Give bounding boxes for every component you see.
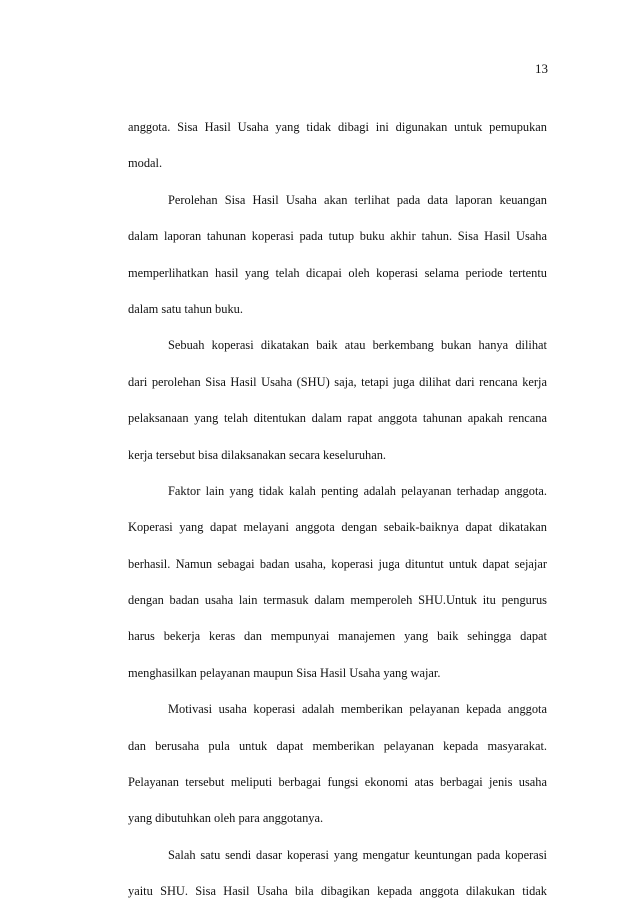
- text-line: berhasil. Namun sebagai badan usaha, koperasi juga dituntut untuk dapat sejajar: [128, 556, 547, 571]
- text-line: pelaksanaan yang telah ditentukan dalam rapat anggota tahunan apakah rencana: [128, 411, 547, 426]
- text-line: Faktor lain yang tidak kalah penting adalah pelayanan terhadap anggota.: [168, 483, 547, 498]
- text-line: memperlihatkan hasil yang telah dicapai oleh koperasi selama periode tertentu: [128, 265, 547, 280]
- text-line: dari perolehan Sisa Hasil Usaha (SHU) saja, tetapi juga dilihat dari rencana kerja: [128, 374, 547, 389]
- text-line: Pelayanan tersebut meliputi berbagai fungsi ekonomi atas berbagai jenis usaha: [128, 775, 547, 790]
- text-line: Koperasi yang dapat melayani anggota dengan sebaik-baiknya dapat dikatakan: [128, 520, 547, 535]
- text-line: dan berusaha pula untuk dapat memberikan pelayanan kepada masyarakat.: [128, 738, 547, 753]
- text-line: dengan badan usaha lain termasuk dalam memperoleh SHU.Untuk itu pengurus: [128, 593, 547, 608]
- text-line: Sebuah koperasi dikatakan baik atau berkembang bukan hanya dilihat: [168, 338, 547, 353]
- body-text: [128, 117, 547, 918]
- text-line: Motivasi usaha koperasi adalah memberikan pelayanan kepada anggota: [168, 702, 547, 717]
- page-number: 13: [535, 61, 548, 76]
- text-line: Salah satu sendi dasar koperasi yang mengatur keuntungan pada koperasi: [168, 847, 547, 862]
- text-line: kerja tersebut bisa dilaksanakan secara keseluruhan.: [128, 447, 387, 462]
- text-line: anggota. Sisa Hasil Usaha yang tidak dibagi ini digunakan untuk pemupukan: [128, 120, 547, 134]
- text-line: dalam laporan tahunan koperasi pada tutup buku akhir tahun. Sisa Hasil Usaha: [128, 229, 547, 244]
- text-line: harus bekerja keras dan mempunyai manajemen yang baik sehingga dapat: [128, 629, 547, 644]
- text-line: dalam satu tahun buku.: [128, 301, 243, 316]
- text-line: yang dibutuhkan oleh para anggotanya.: [128, 811, 324, 826]
- text-line: modal.: [128, 156, 163, 171]
- text-line: Perolehan Sisa Hasil Usaha akan terlihat pada data laporan keuangan: [168, 192, 547, 207]
- text-line: yaitu SHU. Sisa Hasil Usaha bila dibagikan kepada anggota dilakukan tidak: [128, 884, 547, 899]
- text-line: menghasilkan pelayanan maupun Sisa Hasil Usaha yang wajar.: [128, 665, 441, 680]
